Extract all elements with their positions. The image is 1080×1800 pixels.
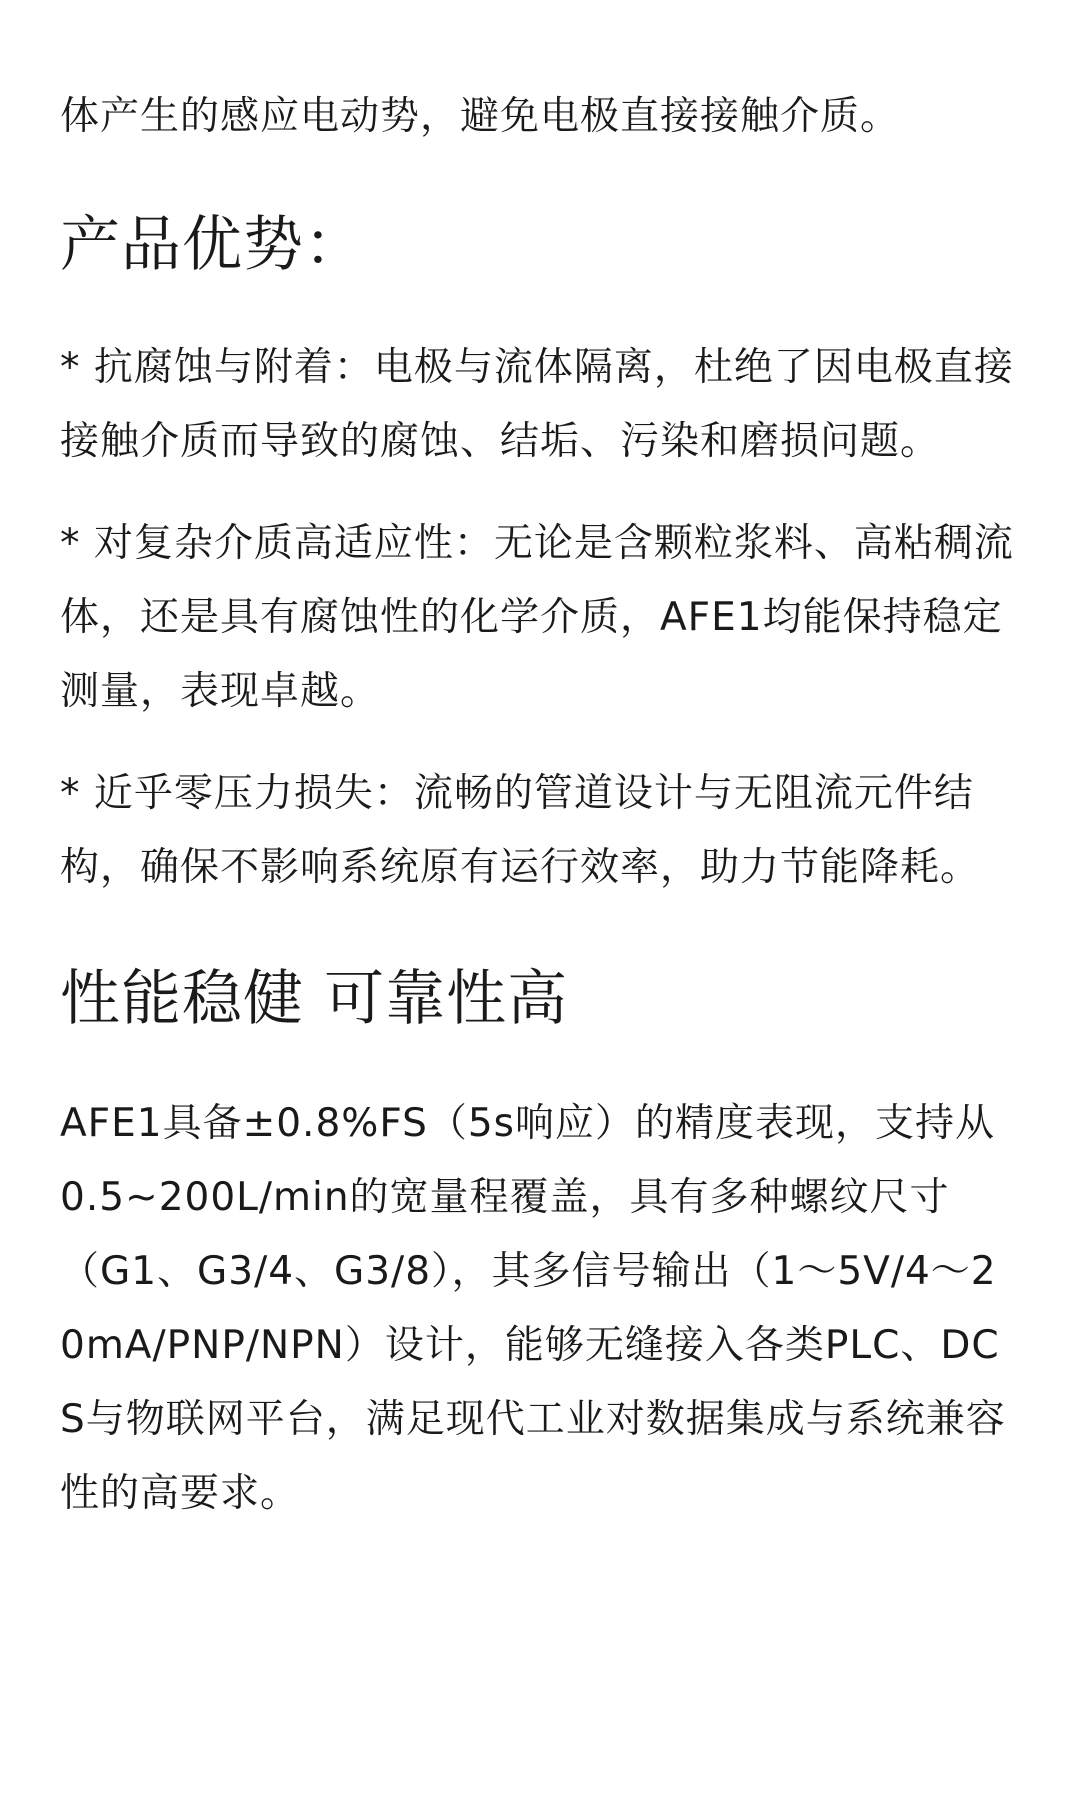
advantage-item-adaptability: * 对复杂介质高适应性：无论是含颗粒浆料、高粘稠流体，还是具有腐蚀性的化学介质，AFE1均能保持稳定测量，表现卓越。 (60, 521, 1014, 714)
advantages-heading: 产品优势： (60, 210, 365, 280)
intro-paragraph-tail: 体产生的感应电动势，避免电极直接接触介质。 (60, 94, 901, 139)
performance-paragraph: AFE1具备±0.8%FS（5s响应）的精度表现，支持从0.5~200L/min的宽量程覆盖，具有多种螺纹尺寸（G1、G3/4、G3/8），其多信号输出（1～5V/4～20mA/PNP/NPN）设计，能够无缝接入各类PLC、DCS与物联网平台，满足现代工业对数据集成与系统兼容性的高要求。 (60, 1101, 1006, 1516)
advantage-item-pressure-loss: * 近乎零压力损失：流畅的管道设计与无阻流元件结构，确保不影响系统原有运行效率，助力节能降耗。 (60, 771, 981, 890)
advantage-item-corrosion: * 抗腐蚀与附着：电极与流体隔离，杜绝了因电极直接接触介质而导致的腐蚀、结垢、污染和磨损问题。 (60, 345, 1014, 464)
performance-heading: 性能稳健 可靠性高 (60, 964, 569, 1034)
